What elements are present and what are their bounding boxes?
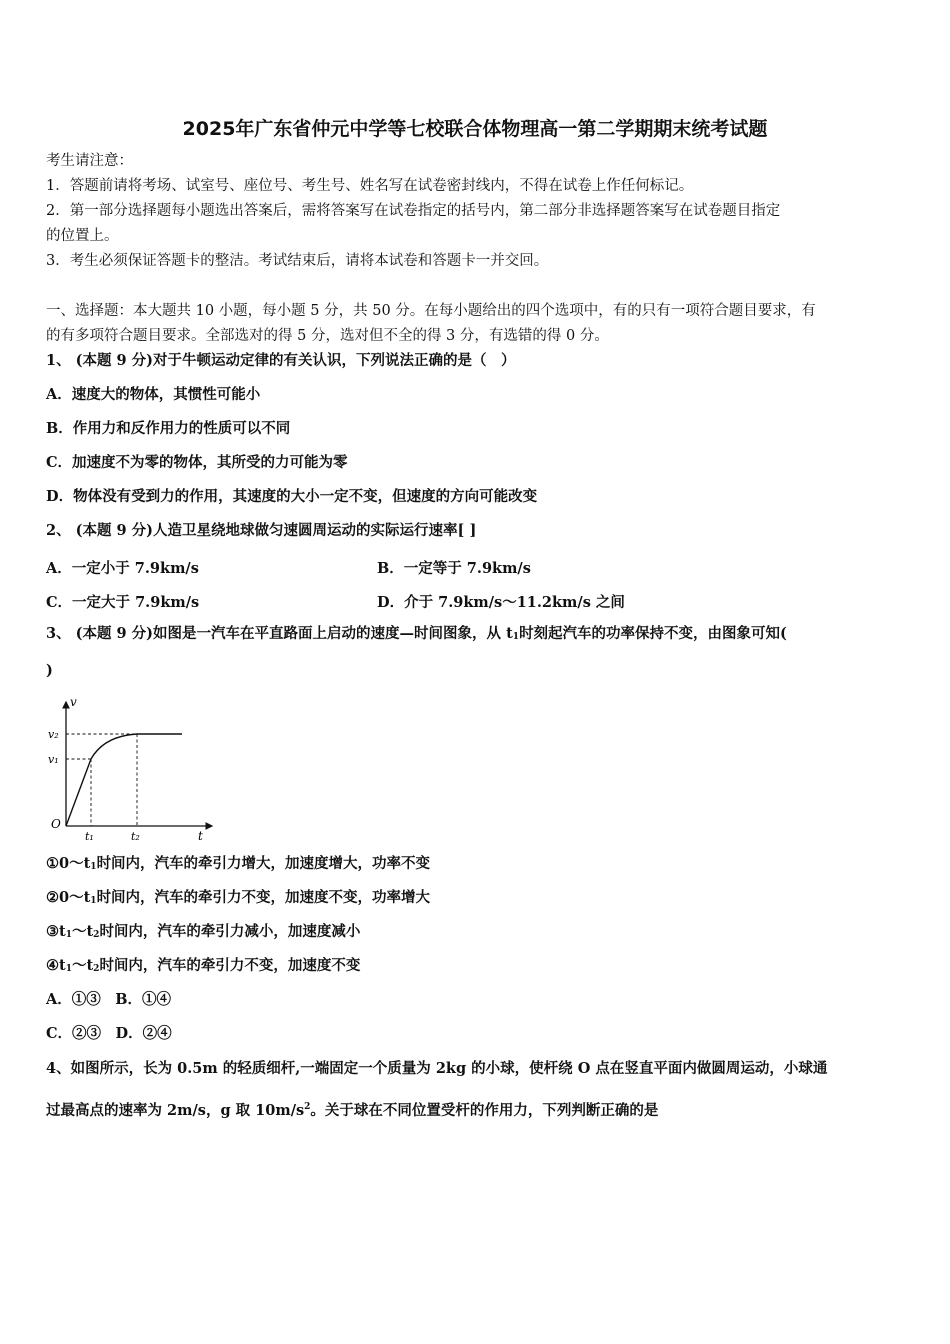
v2-label: v₂ [48, 728, 59, 741]
q3-stem-text-2: 时刻起汽车的功率保持不变，由图象可知( [519, 625, 787, 642]
section1-intro-line2: 的有多项符合题目要求。全部选对的得 5 分，选对但不全的得 3 分，有选错的得 0 分。 [46, 328, 609, 344]
notice-heading: 考生请注意： [46, 153, 133, 169]
q3-s2-text: ②0～t [46, 889, 91, 906]
v1-label: v₁ [48, 753, 59, 766]
q3-s1-text: ①0～t [46, 855, 91, 872]
t1-label: t₁ [85, 830, 94, 842]
v-axis-label: v [70, 695, 77, 709]
q3-stem-sub: 1 [512, 632, 520, 642]
q1-option-d: D．物体没有受到力的作用，其速度的大小一定不变，但速度的方向可能改变 [46, 488, 538, 505]
q3-options-cd: C．②③ D．②④ [46, 1025, 172, 1042]
q3-s3-sub2: 2 [93, 930, 100, 940]
q3-s3-mid: ～t [71, 923, 94, 940]
velocity-time-graph [44, 694, 224, 842]
q3-statement-4 [46, 957, 908, 978]
q3-statement-3 [46, 923, 908, 944]
q1-stem: 1、 (本题 9 分)对于牛顿运动定律的有关认识，下列说法正确的是（ ） [46, 352, 516, 369]
t-axis-label: t [198, 829, 203, 842]
q4-line2-text-2: 。关于球在不同位置受杆的作用力，下列判断正确的是 [310, 1101, 659, 1119]
q2-stem: 2、 (本题 9 分)人造卫星绕地球做匀速圆周运动的实际运行速率[ ] [46, 522, 477, 539]
section1-intro-line1: 一、选择题：本大题共 10 小题，每小题 5 分，共 50 分。在每小题给出的四个选项中，有的只有一项符合题目要求，有 [46, 303, 816, 319]
q4-stem-line2 [46, 1098, 908, 1120]
q3-stem [46, 625, 908, 646]
q2-option-c: C．一定大于 7.9km/s [46, 594, 200, 611]
q3-s4-sub1: 1 [65, 964, 72, 974]
q3-s3-text: ③t [46, 923, 66, 940]
q1-option-b: B．作用力和反作用力的性质可以不同 [46, 420, 291, 437]
q2-option-d: D．介于 7.9km/s～11.2km/s 之间 [377, 594, 625, 611]
q2-option-b: B．一定等于 7.9km/s [377, 560, 531, 577]
q1-option-c: C．加速度不为零的物体，其所受的力可能为零 [46, 454, 348, 471]
origin-label: O [51, 817, 61, 831]
q4-line2-text: 过最高点的速率为 2m/s，g 取 10m/s [46, 1101, 305, 1119]
q3-stem-text: 3、 (本题 9 分)如图是一汽车在平直路面上启动的速度—时间图象，从 t [46, 625, 513, 642]
q2-option-a: A．一定小于 7.9km/s [46, 560, 199, 577]
q3-s2-sub: 1 [90, 896, 97, 906]
t2-label: t₂ [131, 830, 140, 842]
notice-item-3: 3．考生必须保证答题卡的整洁。考试结束后，请将本试卷和答题卡一并交回。 [46, 253, 549, 269]
q4-line2-sup: 2 [304, 1102, 311, 1112]
q4-stem-line1: 4、如图所示，长为 0.5m 的轻质细杆,一端固定一个质量为 2kg 的小球，使杆绕 O 点在竖直平面内做圆周运动，小球通 [46, 1060, 828, 1077]
page-title: 2025年广东省仲元中学等七校联合体物理高一第二学期期末统考试题 [182, 118, 768, 140]
q3-s2-text-2: 时间内，汽车的牵引力不变，加速度不变，功率增大 [96, 889, 431, 906]
q3-s4-mid: ～t [71, 957, 94, 974]
q3-s4-text-2: 时间内，汽车的牵引力不变，加速度不变 [99, 957, 361, 974]
q3-s1-text-2: 时间内，汽车的牵引力增大，加速度增大，功率不变 [96, 855, 431, 872]
velocity-curve [66, 734, 182, 826]
q3-statement-1 [46, 855, 908, 876]
notice-item-1: 1．答题前请将考场、试室号、座位号、考生号、姓名写在试卷密封线内，不得在试卷上作任何标记。 [46, 178, 694, 194]
q1-option-a: A．速度大的物体，其惯性可能小 [46, 386, 261, 403]
notice-item-2-cont: 的位置上。 [46, 228, 119, 244]
q3-options-ab: A．①③ B．①④ [46, 991, 172, 1008]
q3-s3-sub1: 1 [65, 930, 72, 940]
q3-s4-sub2: 2 [93, 964, 100, 974]
notice-item-2: 2．第一部分选择题每小题选出答案后，需将答案写在试卷指定的括号内，第二部分非选择题答案写在试卷题目指定 [46, 203, 781, 219]
q3-statement-2 [46, 889, 908, 910]
q3-stem-end: ) [46, 662, 53, 679]
q3-s3-text-2: 时间内，汽车的牵引力减小，加速度减小 [99, 923, 361, 940]
q3-s1-sub: 1 [90, 862, 97, 872]
q3-s4-text: ④t [46, 957, 66, 974]
